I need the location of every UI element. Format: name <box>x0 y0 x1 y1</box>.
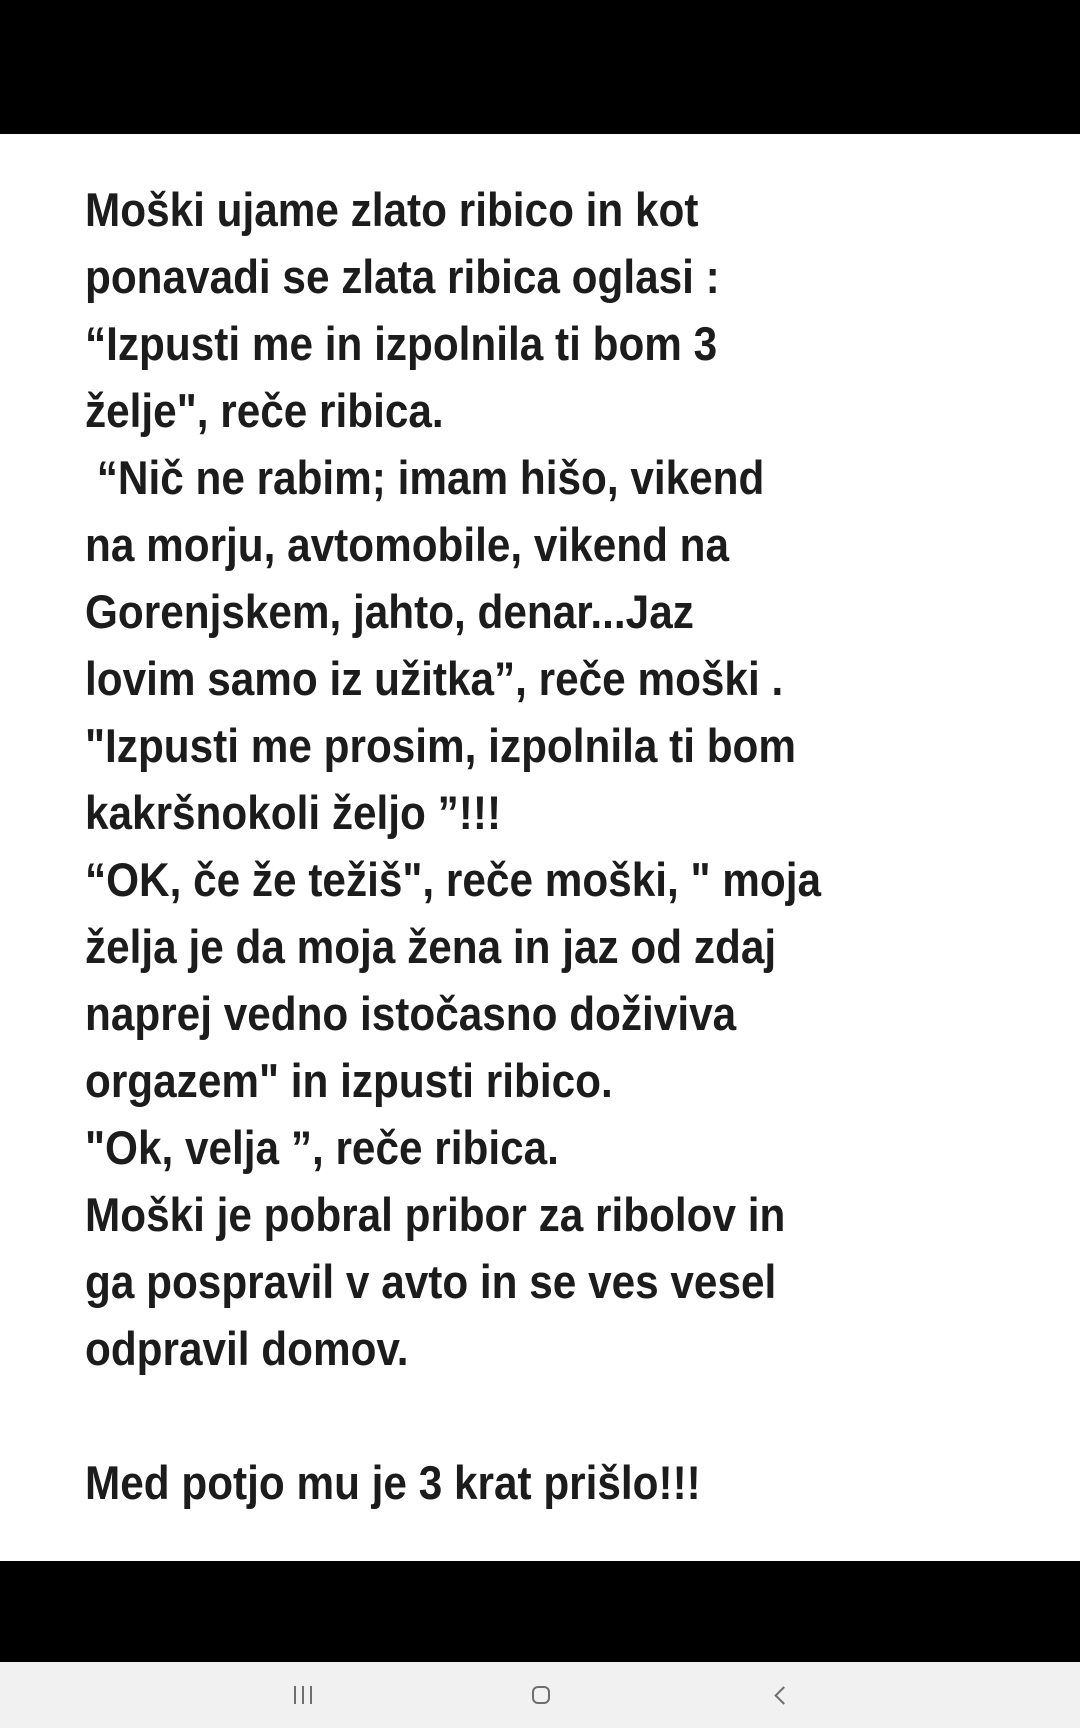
text-line: Moški je pobral pribor za ribolov in <box>85 1188 786 1241</box>
back-button[interactable] <box>720 1662 840 1728</box>
text-line: “Izpusti me in izpolnila ti bom 3 <box>85 317 718 370</box>
text-line: ga pospravil v avto in se ves vesel <box>85 1255 777 1308</box>
text-line: lovim samo iz užitka”, reče moški . <box>85 652 784 705</box>
top-black-bar <box>0 0 1080 134</box>
text-line: "Ok, velja ”, reče ribica. <box>85 1121 559 1174</box>
text-line: "Izpusti me prosim, izpolnila ti bom <box>85 719 797 772</box>
text-line: “Nič ne rabim; imam hišo, vikend <box>85 451 765 504</box>
text-line: “OK, če že težiš", reče moški, " moja <box>85 853 822 906</box>
bottom-black-bar <box>0 1561 1080 1662</box>
home-button[interactable] <box>481 1662 601 1728</box>
recents-icon <box>294 1686 312 1704</box>
navigation-bar <box>0 1662 1080 1728</box>
home-icon <box>532 1686 550 1704</box>
back-icon <box>774 1686 792 1704</box>
text-line: naprej vedno istočasno doživiva <box>85 987 737 1040</box>
post-text <box>85 176 1075 1516</box>
text-line: želja je da moja žena in jaz od zdaj <box>85 920 777 973</box>
text-line: kakršnokoli željo ”!!! <box>85 786 502 839</box>
text-line: Moški ujame zlato ribico in kot <box>85 183 699 236</box>
text-line: odpravil domov. <box>85 1322 409 1375</box>
text-line-punchline: Med potjo mu je 3 krat prišlo!!! <box>85 1456 701 1509</box>
recents-button[interactable] <box>243 1662 363 1728</box>
text-line: orgazem" in izpusti ribico. <box>85 1054 613 1107</box>
blank-line <box>85 1382 976 1449</box>
text-line: želje", reče ribica. <box>85 384 444 437</box>
text-line: Gorenjskem, jahto, denar...Jaz <box>85 585 694 638</box>
text-line: ponavadi se zlata ribica oglasi : <box>85 250 720 303</box>
text-line: na morju, avtomobile, vikend na <box>85 518 730 571</box>
post-image <box>0 134 1080 1561</box>
